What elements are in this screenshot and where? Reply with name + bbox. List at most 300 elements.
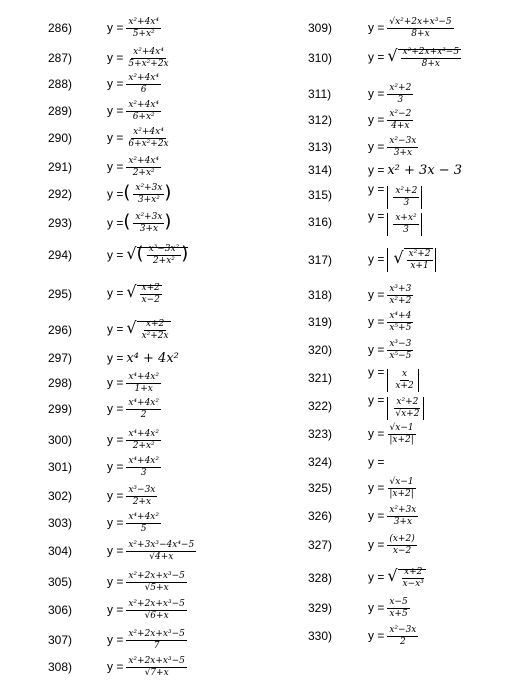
problem-number: 311): [308, 87, 332, 101]
problem-number: 301): [48, 460, 73, 474]
equation: [368, 311, 413, 334]
equation: [107, 629, 187, 652]
y-equals: y =: [368, 342, 385, 357]
equation-row: [48, 320, 171, 340]
equation: [368, 46, 461, 69]
problem-number: 292): [48, 187, 73, 201]
equation: [368, 136, 418, 159]
fraction: [126, 629, 187, 652]
y-equals: y =: [368, 112, 385, 127]
y-equals: y =: [368, 314, 385, 329]
numerator: x³−3x²: [148, 244, 180, 255]
numerator: x⁴+4x²: [128, 511, 159, 522]
denominator: 3: [397, 94, 404, 105]
fraction: [387, 109, 413, 132]
equation-row: [48, 457, 161, 477]
equation-row: [308, 137, 418, 157]
denominator: |x+2|: [389, 488, 414, 499]
fraction: [126, 47, 170, 70]
denominator: 4+x: [391, 120, 410, 131]
problem-number: 320): [308, 343, 333, 357]
radicand: [398, 566, 426, 589]
equation-row: [308, 535, 417, 555]
numerator: x²+2: [396, 396, 419, 407]
equation-row: [308, 392, 424, 419]
problem-number: 308): [48, 660, 73, 674]
numerator: x: [401, 368, 408, 379]
equation: [107, 182, 171, 206]
numerator: x²−2: [389, 108, 412, 119]
numerator: x+2: [404, 566, 423, 577]
equation-row: [308, 181, 422, 208]
y-equals: y =: [368, 139, 385, 154]
fraction: [387, 534, 416, 557]
denominator: 8+x: [421, 58, 440, 69]
problem-number: 329): [308, 601, 333, 615]
equation-row: [48, 399, 161, 419]
numerator: x⁴+4x²: [128, 397, 159, 408]
fraction: [387, 311, 413, 334]
fraction: [387, 597, 409, 620]
paren-left: (: [123, 181, 131, 203]
y-equals: y =: [368, 50, 385, 65]
y-equals: y =: [107, 515, 124, 530]
equation-row: [308, 48, 461, 68]
equation: [368, 284, 413, 307]
y-equals: y =: [107, 215, 124, 230]
equation: [107, 599, 187, 622]
problem-number: 288): [48, 77, 73, 91]
fraction: [401, 567, 426, 590]
sqrt-icon: √: [126, 243, 137, 263]
problem-number: 305): [48, 575, 73, 589]
equation: [107, 540, 196, 563]
fraction: [387, 423, 415, 446]
equation-row: [308, 598, 410, 618]
fraction: [126, 17, 161, 40]
equation: [107, 127, 171, 150]
numerator: x²+3x: [389, 504, 417, 515]
equation-row: [48, 181, 172, 206]
denominator: 3: [403, 224, 409, 235]
numerator: x³−3x: [128, 484, 156, 495]
problem-number: 321): [308, 371, 333, 385]
y-equals: y =: [107, 20, 124, 35]
denominator: √5+x: [144, 582, 169, 593]
equation-row: [48, 486, 157, 506]
paren-left: (: [136, 242, 144, 264]
numerator: x²−3x: [389, 135, 417, 146]
y-equals: y =: [368, 86, 385, 101]
sqrt-icon: √: [126, 318, 137, 338]
sqrt-icon: √: [393, 248, 404, 267]
y-equals: y =: [107, 543, 124, 558]
expression: x² + 3x − 3: [387, 162, 463, 178]
problem-number: 318): [308, 288, 333, 302]
equation-row: [308, 312, 413, 332]
y-equals: y =: [368, 480, 385, 495]
denominator: x+1: [410, 261, 429, 271]
numerator: x⁴+4x²: [128, 371, 159, 382]
equation-row: [48, 18, 161, 38]
denominator: x−x³: [402, 578, 424, 589]
problem-number: 326): [308, 509, 333, 523]
equation-row: [308, 84, 413, 104]
numerator: x²+4x⁴: [128, 16, 159, 27]
fraction: [133, 212, 164, 235]
y-equals: y =: [107, 322, 124, 337]
equation-row: [48, 348, 179, 368]
y-equals: y =: [368, 455, 385, 469]
problem-number: 315): [308, 188, 333, 202]
equation-row: [48, 210, 172, 235]
equation-row: [48, 430, 161, 450]
numerator: x³−3: [389, 338, 412, 349]
fraction: [393, 213, 418, 236]
equation-row: [308, 18, 454, 38]
radicand: [404, 248, 433, 272]
denominator: 5+x²: [132, 28, 155, 39]
fraction: [126, 456, 161, 479]
problem-number: 299): [48, 402, 73, 416]
fraction: [387, 505, 418, 528]
problem-number: 290): [48, 131, 73, 145]
equation-row: [308, 364, 419, 391]
sqrt-icon: √: [387, 566, 398, 586]
denominator: x−2: [392, 545, 412, 556]
equation-row: [48, 242, 189, 267]
numerator: √x−1: [389, 476, 414, 487]
denominator: 2: [140, 409, 147, 420]
problem-number: 313): [308, 140, 333, 154]
problem-number: 300): [48, 433, 73, 447]
y-equals: y =: [107, 574, 124, 589]
problem-number: 325): [308, 481, 333, 495]
y-equals: y =: [107, 659, 124, 674]
fraction: [126, 485, 157, 508]
fraction: [133, 183, 164, 206]
y-equals: y =: [107, 247, 124, 262]
fraction: [407, 249, 433, 272]
denominator: 5+x²+2x: [128, 58, 169, 69]
equation: [107, 318, 171, 341]
problem-number: 314): [308, 163, 333, 177]
radicand: [137, 318, 171, 341]
denominator: x²+2: [389, 295, 412, 306]
equation: [368, 163, 462, 178]
numerator: x²+4x⁴: [133, 126, 164, 137]
fraction: [126, 127, 170, 150]
denominator: √x+2: [395, 408, 420, 419]
equation: [368, 248, 436, 272]
equation: [107, 47, 171, 70]
fraction: [401, 47, 462, 70]
numerator: x+x²: [395, 212, 417, 223]
denominator: x−2: [141, 294, 160, 305]
equation: [107, 211, 171, 235]
numerator: x²+3x: [135, 212, 163, 223]
equation-row: [308, 340, 413, 360]
problem-number: 327): [308, 538, 333, 552]
equation: [368, 477, 416, 500]
numerator: x²+4x⁴: [128, 99, 159, 110]
equation-row: [308, 110, 413, 130]
fraction: [387, 284, 413, 307]
y-equals: y =: [107, 130, 124, 145]
problem-number: 330): [308, 629, 333, 643]
denominator: 7: [153, 640, 160, 651]
equation-row: [308, 506, 418, 526]
y-equals: y =: [107, 632, 124, 647]
problem-number: 289): [48, 104, 73, 118]
y-equals: y =: [368, 287, 385, 302]
equation-row: [308, 568, 426, 588]
radicand: [137, 282, 162, 305]
denominator: 3+x: [139, 224, 159, 235]
equation: [107, 398, 161, 421]
equation: [107, 17, 161, 40]
equation: [368, 625, 418, 648]
fraction: [387, 136, 418, 159]
denominator: 3: [403, 197, 410, 208]
equation: [368, 505, 418, 528]
y-equals: y =: [107, 159, 124, 174]
numerator: √x−1: [389, 422, 414, 433]
numerator: x²+4x⁴: [128, 155, 159, 166]
y-equals: y =: [107, 76, 124, 91]
problem-number: 297): [48, 351, 73, 365]
y-equals: y =: [107, 602, 124, 617]
fraction: [387, 339, 413, 362]
numerator: x²+2x+x³−5: [128, 598, 185, 609]
numerator: x³+3: [389, 283, 412, 294]
paren-right: ): [164, 210, 172, 232]
equation: [107, 656, 187, 679]
y-equals: y =: [368, 20, 385, 35]
absolute-value: [387, 248, 435, 272]
numerator: x²+2: [389, 82, 412, 93]
numerator: x²+3x: [135, 183, 163, 194]
equation-row: [48, 48, 171, 68]
equation-row: [48, 541, 196, 561]
fraction: [147, 244, 182, 267]
equation-row: [48, 128, 171, 148]
equation: [368, 83, 413, 106]
numerator: x+2: [145, 318, 165, 329]
problem-number: 302): [48, 489, 73, 503]
y-equals: y =: [368, 162, 385, 177]
equation: [368, 455, 384, 469]
sqrt-icon: √: [387, 46, 398, 66]
numerator: x²+3x³−4x⁴−5: [128, 539, 195, 550]
problem-number: 304): [48, 544, 73, 558]
denominator: 2+x²: [152, 256, 175, 267]
fraction: [393, 186, 419, 209]
denominator: 6+x²+2x: [128, 138, 169, 149]
equation: [368, 109, 413, 132]
problem-number: 293): [48, 216, 73, 230]
numerator: √x²+2x+x³−5: [389, 16, 452, 27]
fraction: [126, 156, 161, 179]
problem-number: 287): [48, 51, 73, 65]
denominator: 2+x²: [132, 440, 155, 451]
fraction: [126, 512, 161, 535]
denominator: x+5: [389, 608, 408, 619]
radicand: [398, 46, 462, 69]
fraction: [126, 571, 187, 594]
equation: [107, 512, 161, 535]
numerator: x−5: [389, 596, 408, 607]
problem-number: 298): [48, 376, 73, 390]
equation: [107, 351, 179, 366]
absolute-value: [387, 186, 422, 209]
problem-number: 328): [308, 571, 333, 585]
denominator: √4+x: [149, 551, 174, 562]
problem-number: 322): [308, 399, 333, 413]
absolute-value: [387, 369, 418, 392]
y-equals: y =: [368, 628, 385, 643]
equation: [368, 393, 424, 420]
denominator: 3: [140, 467, 147, 478]
numerator: x²+2: [395, 185, 418, 196]
y-equals: y =: [368, 208, 385, 223]
denominator: 3+x: [393, 147, 413, 158]
y-equals: y =: [368, 181, 385, 196]
equation-row: [48, 572, 187, 592]
denominator: √7+x: [144, 667, 169, 678]
fraction: [126, 540, 196, 563]
y-equals: y =: [107, 50, 124, 65]
denominator: 5: [140, 523, 147, 534]
fraction: [126, 100, 161, 123]
equation-row: [48, 157, 161, 177]
equation-row: [48, 600, 187, 620]
sqrt-icon: √: [126, 282, 137, 302]
numerator: x⁴+4x²: [128, 428, 159, 439]
denominator: 1+x: [134, 383, 153, 394]
fraction: [126, 73, 161, 96]
denominator: 2+x: [132, 496, 152, 507]
problem-number: 323): [308, 427, 333, 441]
equation: [368, 534, 417, 557]
problem-number: 307): [48, 633, 73, 647]
denominator: 2+x²: [132, 167, 155, 178]
denominator: |x+2|: [389, 434, 414, 445]
y-equals: y =: [107, 488, 124, 503]
absolute-value: [387, 213, 421, 236]
fraction: [393, 369, 415, 392]
equation: [368, 423, 416, 446]
paren-right: ): [164, 181, 172, 203]
equation-row: [308, 160, 462, 180]
paren-right: ): [181, 242, 189, 264]
equation: [107, 571, 187, 594]
absolute-value: [387, 397, 424, 420]
paren-left: (: [123, 210, 131, 232]
problem-number: 310): [308, 51, 333, 65]
y-equals: y =: [368, 600, 385, 615]
denominator: 3+x²: [137, 195, 160, 206]
fraction: [387, 83, 413, 106]
equation-row: [48, 284, 162, 304]
fraction: [387, 17, 453, 40]
y-equals: y =: [107, 186, 124, 201]
expression: x⁴ + 4x²: [126, 350, 179, 366]
denominator: √6+x: [144, 610, 169, 621]
y-equals: y =: [107, 103, 124, 118]
y-equals: y =: [107, 432, 124, 447]
denominator: 8+x: [411, 28, 430, 39]
equation-row: [308, 208, 422, 235]
denominator: 6: [140, 84, 147, 95]
equation-row: [48, 657, 187, 677]
y-equals: y =: [107, 459, 124, 474]
equation-row: [48, 630, 187, 650]
numerator: x²+2: [408, 249, 431, 259]
equation: [107, 243, 188, 267]
problem-number: 286): [48, 21, 73, 35]
equation: [107, 156, 161, 179]
fraction: [387, 625, 418, 648]
equation: [107, 456, 161, 479]
fraction: [126, 398, 161, 421]
problem-number: 303): [48, 516, 73, 530]
fraction: [140, 319, 171, 342]
problem-number: 324): [308, 455, 333, 469]
equation: [107, 100, 161, 123]
fraction: [393, 397, 421, 420]
problem-number: 309): [308, 21, 333, 35]
equation-row: [48, 74, 161, 94]
radicand: [136, 242, 189, 267]
denominator: x+2: [395, 380, 414, 391]
y-equals: y =: [368, 426, 385, 441]
equation-row: [308, 250, 436, 270]
denominator: 2: [399, 636, 406, 647]
denominator: x²+2x: [141, 330, 169, 341]
numerator: (x+2): [389, 533, 415, 544]
equation: [368, 597, 410, 620]
problem-number: 319): [308, 315, 333, 329]
fraction: [126, 599, 187, 622]
problem-number: 312): [308, 113, 333, 127]
y-equals: y =: [368, 508, 385, 523]
equation-row: [308, 424, 416, 444]
y-equals: y =: [368, 570, 385, 585]
equation: [107, 73, 161, 96]
y-equals: y =: [107, 375, 124, 390]
fraction: [126, 372, 161, 395]
problem-number: 306): [48, 603, 73, 617]
equation: [368, 339, 413, 362]
equation-row: [48, 513, 161, 533]
fraction: [387, 477, 415, 500]
equation-row: [48, 373, 161, 393]
y-equals: y =: [107, 286, 124, 301]
fraction: [126, 656, 187, 679]
y-equals: y =: [107, 350, 124, 365]
equation: [368, 209, 422, 236]
y-equals: y =: [368, 537, 385, 552]
equation: [107, 372, 161, 395]
problem-number: 294): [48, 248, 73, 262]
fraction: [126, 429, 161, 452]
equation: [368, 182, 422, 209]
numerator: x²−3x: [389, 624, 417, 635]
numerator: x²+2x+x³−5: [128, 655, 185, 666]
numerator: x²+4x⁴: [128, 72, 159, 83]
problem-number: 316): [308, 215, 333, 229]
